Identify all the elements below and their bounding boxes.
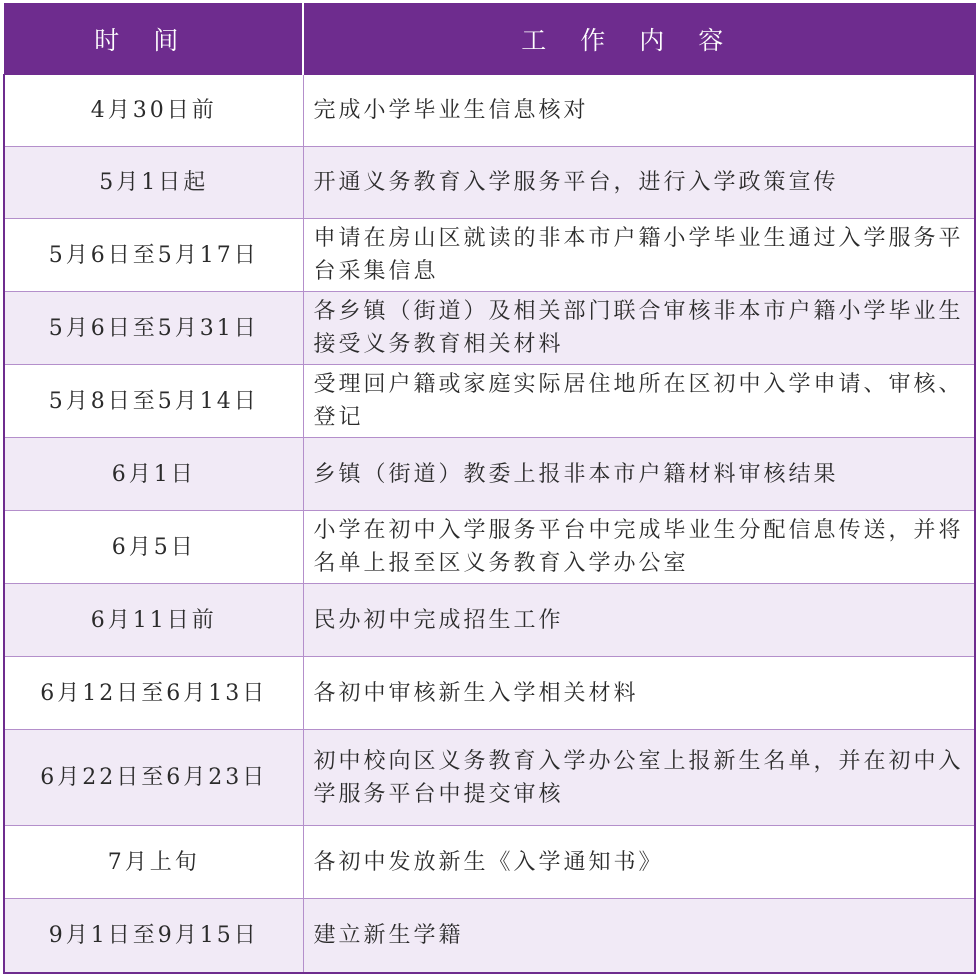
table-row <box>4 438 975 511</box>
row-task: 初中校向区义务教育入学办公室上报新生名单，并在初中入学服务平台中提交审核 <box>303 730 975 826</box>
schedule-table-container <box>3 3 974 975</box>
table-header-row <box>4 4 975 75</box>
row-date: 6月1日 <box>4 438 303 511</box>
row-date: 5月8日至5月14日 <box>4 365 303 438</box>
row-task: 乡镇（街道）教委上报非本市户籍材料审核结果 <box>303 438 975 511</box>
row-task: 各初中发放新生《入学通知书》 <box>303 826 975 899</box>
table-row <box>4 584 975 657</box>
table-row <box>4 730 975 826</box>
row-date: 5月6日至5月17日 <box>4 219 303 292</box>
table-row <box>4 365 975 438</box>
table-row <box>4 657 975 730</box>
row-date: 6月12日至6月13日 <box>4 657 303 730</box>
row-date: 6月5日 <box>4 511 303 584</box>
row-task: 民办初中完成招生工作 <box>303 584 975 657</box>
row-task: 完成小学毕业生信息核对 <box>303 75 975 147</box>
row-date: 6月22日至6月23日 <box>4 730 303 826</box>
row-task: 小学在初中入学服务平台中完成毕业生分配信息传送，并将名单上报至区义务教育入学办公室 <box>303 511 975 584</box>
table-row <box>4 826 975 899</box>
row-task: 开通义务教育入学服务平台，进行入学政策宣传 <box>303 147 975 219</box>
row-task: 各乡镇（街道）及相关部门联合审核非本市户籍小学毕业生接受义务教育相关材料 <box>303 292 975 365</box>
row-task: 申请在房山区就读的非本市户籍小学毕业生通过入学服务平台采集信息 <box>303 219 975 292</box>
table-row <box>4 219 975 292</box>
row-date: 9月1日至9月15日 <box>4 899 303 973</box>
row-task: 建立新生学籍 <box>303 899 975 973</box>
header-time: 时间 <box>4 4 303 75</box>
table-row <box>4 511 975 584</box>
row-date: 6月11日前 <box>4 584 303 657</box>
row-task: 各初中审核新生入学相关材料 <box>303 657 975 730</box>
row-date: 4月30日前 <box>4 75 303 147</box>
table-row <box>4 75 975 147</box>
header-content: 工作内容 <box>303 4 975 75</box>
row-date: 7月上旬 <box>4 826 303 899</box>
row-task: 受理回户籍或家庭实际居住地所在区初中入学申请、审核、登记 <box>303 365 975 438</box>
table-row <box>4 292 975 365</box>
schedule-table <box>3 3 976 974</box>
table-row <box>4 899 975 973</box>
row-date: 5月1日起 <box>4 147 303 219</box>
row-date: 5月6日至5月31日 <box>4 292 303 365</box>
table-row <box>4 147 975 219</box>
